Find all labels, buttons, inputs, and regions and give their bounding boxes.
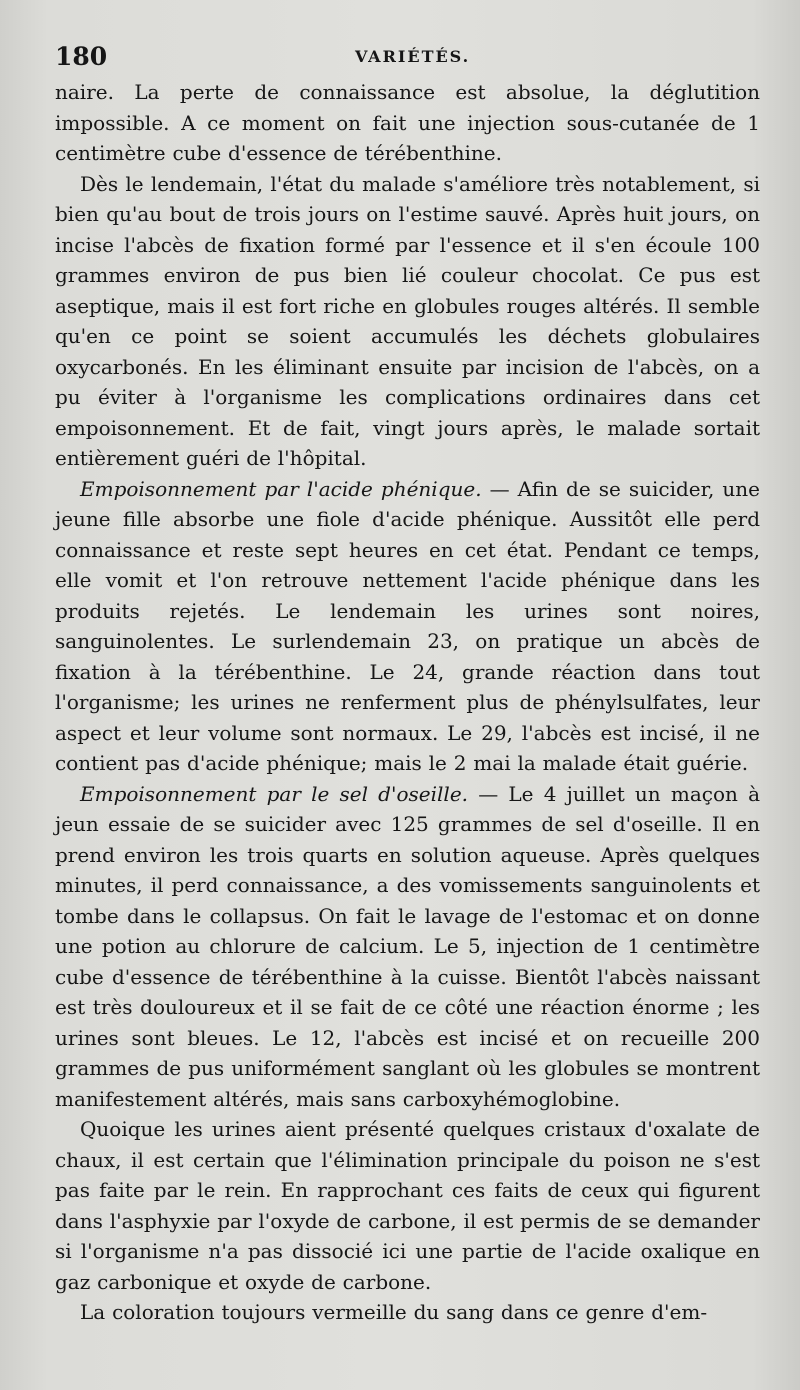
paragraph-oxalate-poisoning <box>55 779 760 1115</box>
running-head: VARIÉTÉS. <box>355 47 471 66</box>
paragraph-text: La coloration toujours vermeille du sang dans ce genre d'em- <box>80 1300 708 1324</box>
page-number: 180 <box>55 42 108 71</box>
paragraph-6 <box>55 1297 760 1328</box>
paragraph-5 <box>55 1114 760 1297</box>
paragraph-text: Quoique les urines aient présenté quelques cristaux d'oxalate de chaux, il est certain que l'élimination principale du poison ne s'est pas faite par le rein. En rapprochant ces faits de ceux qui figurent dans l'asphyxie par l'oxyde de carbone, il est permis de se demander si l'organisme n'a pas dissocié ici une partie de l'acide oxalique en gaz carbonique et oxyde de carbone. <box>55 1117 760 1294</box>
body-text <box>55 77 760 1328</box>
page-header <box>55 42 755 76</box>
paragraph-text: — Afin de se suicider, une jeune fille absorbe une fiole d'acide phénique. Aussitôt elle perd connaissance et reste sept heures en cet état. Pendant ce temps, elle vomit et l'on retrouve nettement l'acide phénique dans les produits rejetés. Le lendemain les urines sont noires, sanguinolentes. Le surlendemain 23, on pratique un abcès de fixation à la térébenthine. Le 24, grande réaction dans tout l'organisme; les urines ne renferment plus de phénylsulfates, leur aspect et leur volume sont normaux. Le 29, l'abcès est incisé, il ne contient pas d'acide phénique; mais le 2 mai la malade était guérie. <box>55 476 760 775</box>
paragraph-text: — Le 4 juillet un maçon à jeun essaie de se suicider avec 125 grammes de sel d'oseille. Il en prend environ les trois quarts en solution aqueuse. Après quelques minutes, il perd connaissance, a des vomissements sanguinolents et tombe dans le collapsus. On fait le lavage de l'estomac et on donne une potion au chlorure de calcium. Le 5, injection de 1 centimètre cube d'essence de térébenthine à la cuisse. Bientôt l'abcès naissant est très douloureux et il se fait de ce côté une réaction énorme ; les urines sont bleues. Le 12, l'abcès est incisé et on recueille 200 grammes de pus uniformément sanglant où les globules se montrent manifestement altérés, mais sans carboxyhémoglobine. <box>55 781 760 1111</box>
section-lead-oxalate: Empoisonnement par le sel d'oseille. <box>80 781 469 806</box>
paragraph-2 <box>55 169 760 474</box>
section-lead-phenol: Empoisonnement par l'acide phénique. <box>80 476 482 501</box>
paragraph-1 <box>55 77 760 169</box>
paragraph-phenol-poisoning <box>55 474 760 779</box>
paragraph-text: Dès le lendemain, l'état du malade s'améliore très notablement, si bien qu'au bout de trois jours on l'estime sauvé. Après huit jours, on incise l'abcès de fixation formé par l'essence et il s'en écoule 100 grammes environ de pus bien lié couleur chocolat. Ce pus est aseptique, mais il est fort riche en globules rouges altérés. Il semble qu'en ce point se soient accumulés les déchets globulaires oxycarbonés. En les éliminant ensuite par incision de l'abcès, on a pu éviter à l'organisme les complications ordinaires dans cet empoisonnement. Et de fait, vingt jours après, le malade sortait entièrement guéri de l'hôpital. <box>55 171 760 470</box>
paragraph-text: naire. La perte de connaissance est absolue, la déglutition impossible. A ce moment on fait une injection sous-cutanée de 1 centimètre cube d'essence de térébenthine. <box>55 80 760 165</box>
